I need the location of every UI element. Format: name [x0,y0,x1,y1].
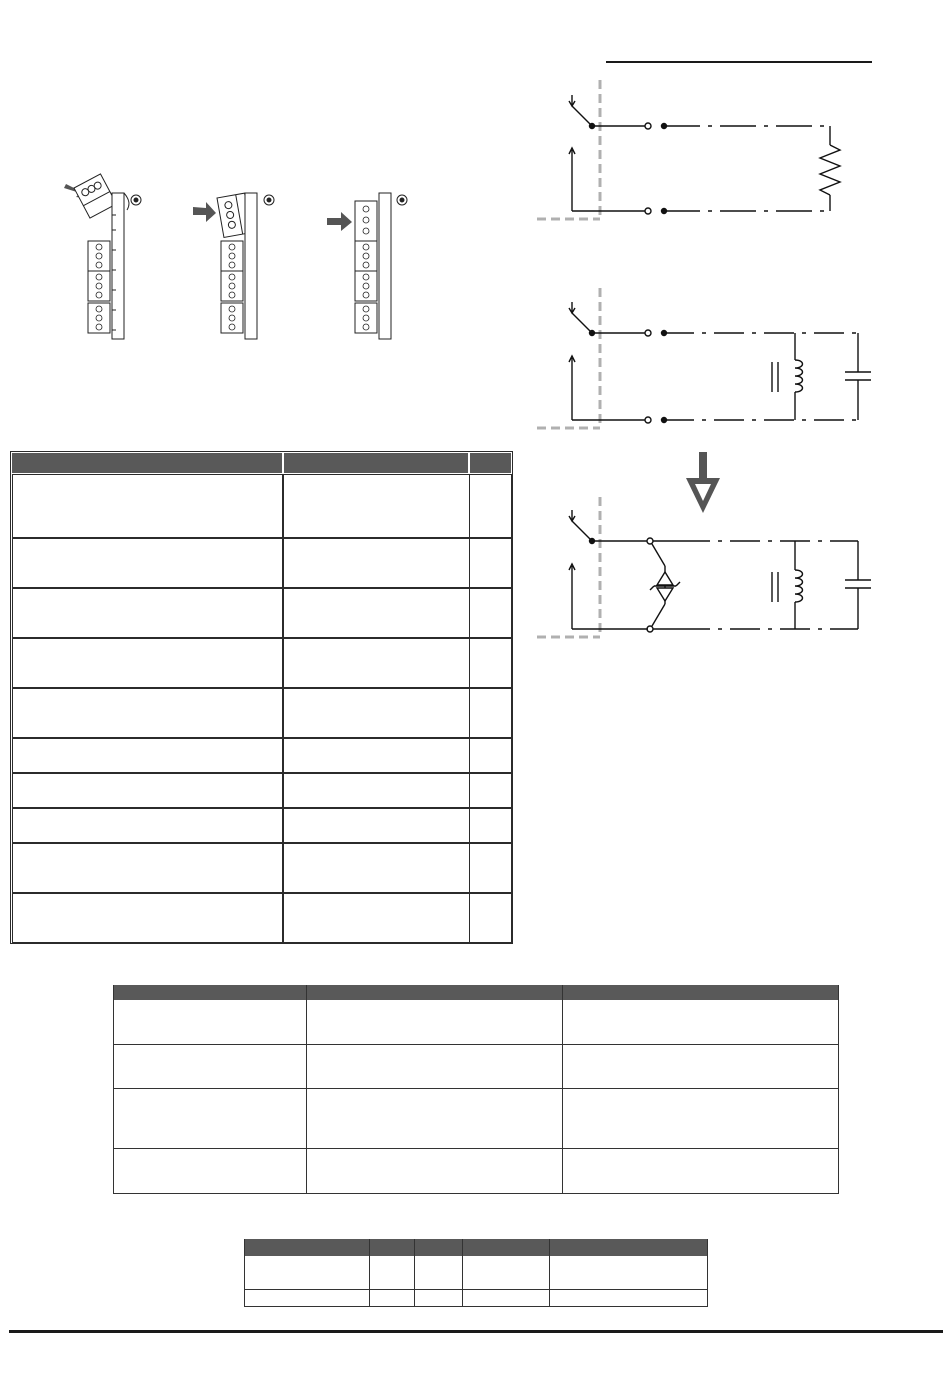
table-header [12,453,282,473]
circuit-with-suppressor [537,497,871,637]
table-header [244,1239,708,1256]
footer-rule [9,1330,943,1333]
table-row [113,1148,839,1149]
table-terminal-assignments [10,451,513,944]
table-row [113,1193,839,1194]
table-specifications [244,1239,708,1307]
table-header [113,985,839,1000]
table-row [113,1044,839,1045]
table-header [284,453,468,473]
circuit-resistive-load [537,80,840,220]
circuit-inductive-load [537,288,871,428]
table-row [244,1306,708,1307]
down-arrow-icon [686,452,720,513]
table-load-types [113,985,839,1194]
table-header [470,453,511,473]
table-row [113,1088,839,1089]
table-row [244,1289,708,1290]
